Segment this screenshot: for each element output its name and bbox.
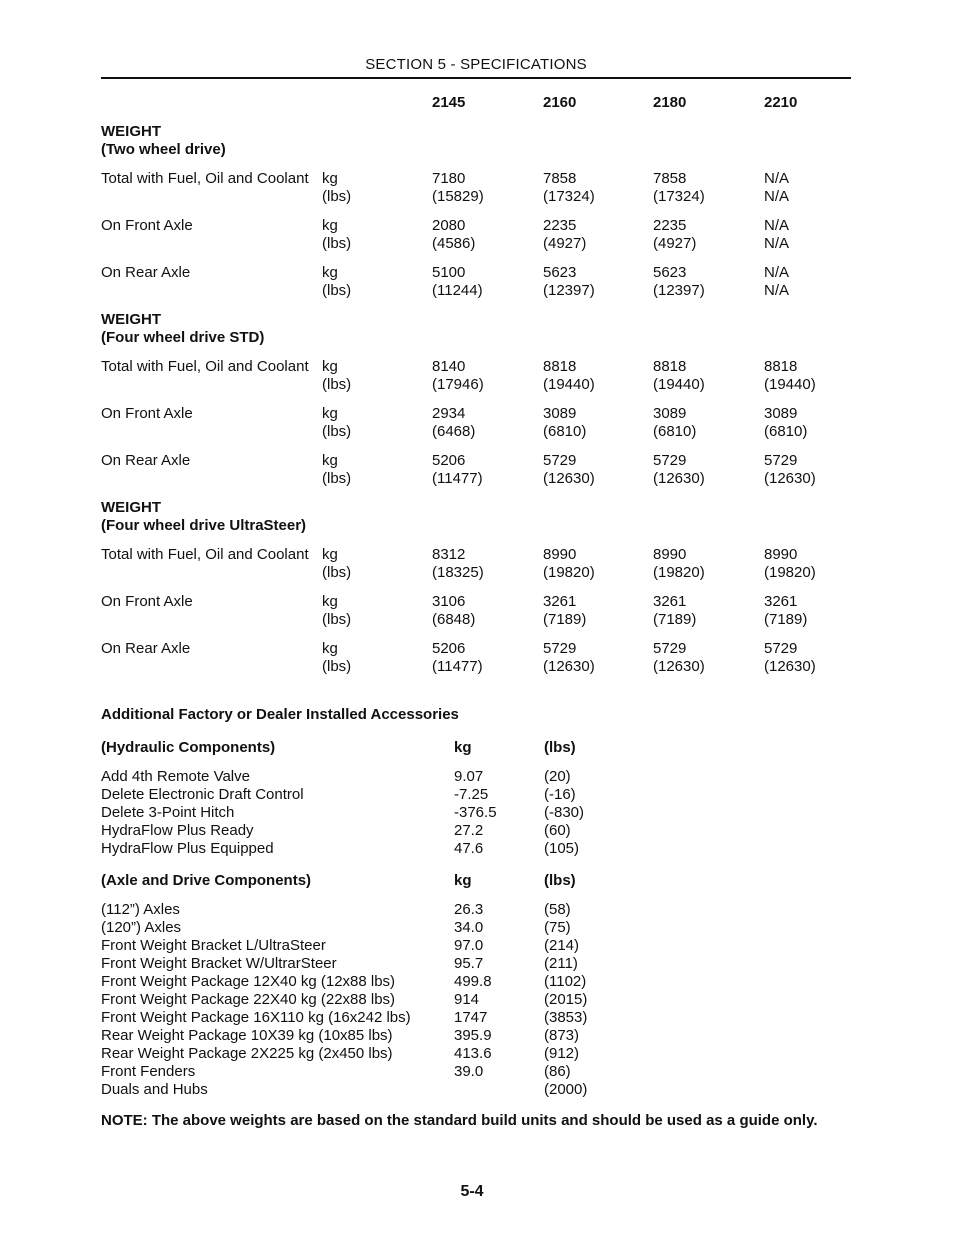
model-2145-header: 2145 (432, 94, 466, 111)
page-number: 5-4 (460, 1183, 484, 1200)
section-header: SECTION 5 - SPECIFICATIONS (365, 56, 587, 73)
hydraulic-title: (Hydraulic Components) (101, 739, 276, 756)
model-2180-header: 2180 (653, 94, 687, 111)
header-rule (101, 77, 851, 79)
model-2210-header: 2210 (764, 94, 798, 111)
axle-title: (Axle and Drive Components) (101, 872, 312, 889)
model-2160-header: 2160 (543, 94, 577, 111)
